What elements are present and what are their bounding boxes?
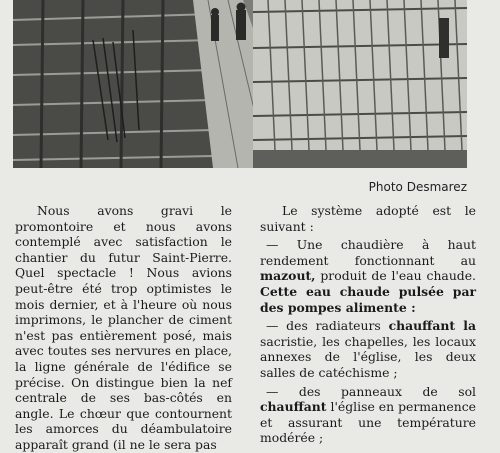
bullet-boiler-text: — Une chaudière à haut rendement fonctionnant au: [260, 237, 476, 268]
bullet-radiators-rest: sacristie, les chapelles, les locaux annexes de l'église, les deux salles de catéchisme ;: [260, 333, 476, 380]
article-column-left: [15, 203, 232, 453]
photo-credit: Photo Desmarez: [368, 180, 467, 194]
bullet-radiators-text: — des radiateurs: [266, 318, 389, 334]
bullet-floor-panels: [260, 384, 476, 446]
bullet-radiators: [260, 318, 476, 380]
bullet-floor-rest: l'église en permanence et assurant une température modérée ;: [260, 399, 476, 446]
bullet-boiler-pumps: Cette eau chaude pulsée par des pompes alimente :: [260, 283, 476, 315]
article-paragraph: Nous avons gravi le promontoire et nous avons contemplé avec satisfaction le chantier du futur Saint-Pierre. Quel spectacle ! Nous avions peut-être été trop optimistes le mois dernier, et à l'heure où nous imprimons, le plancher de ciment n'est pas entièrement posé, mais avec toutes ses nervures en place, la ligne générale de l'édifice se précise. On distingue bien la nef centrale de ses bas-côtés en angle. Le chœur que contournent les amorces du déambulatoire apparaît grand (il ne le sera pas: [15, 203, 232, 452]
bullet-radiators-emph: chauffant la: [388, 318, 476, 334]
bullet-floor-emph: chauffant: [260, 399, 327, 415]
construction-photo-drawing: [13, 0, 467, 168]
construction-photo: [13, 0, 467, 168]
bullet-boiler: [260, 237, 476, 315]
bullet-boiler-fuel: mazout,: [260, 268, 316, 284]
bullet-floor-text: — des panneaux de sol: [266, 383, 476, 399]
article-column-right: [260, 203, 476, 446]
heating-system-intro: Le système adopté est le suivant :: [260, 203, 476, 234]
bullet-boiler-output: produit de l'eau chaude.: [315, 268, 476, 284]
